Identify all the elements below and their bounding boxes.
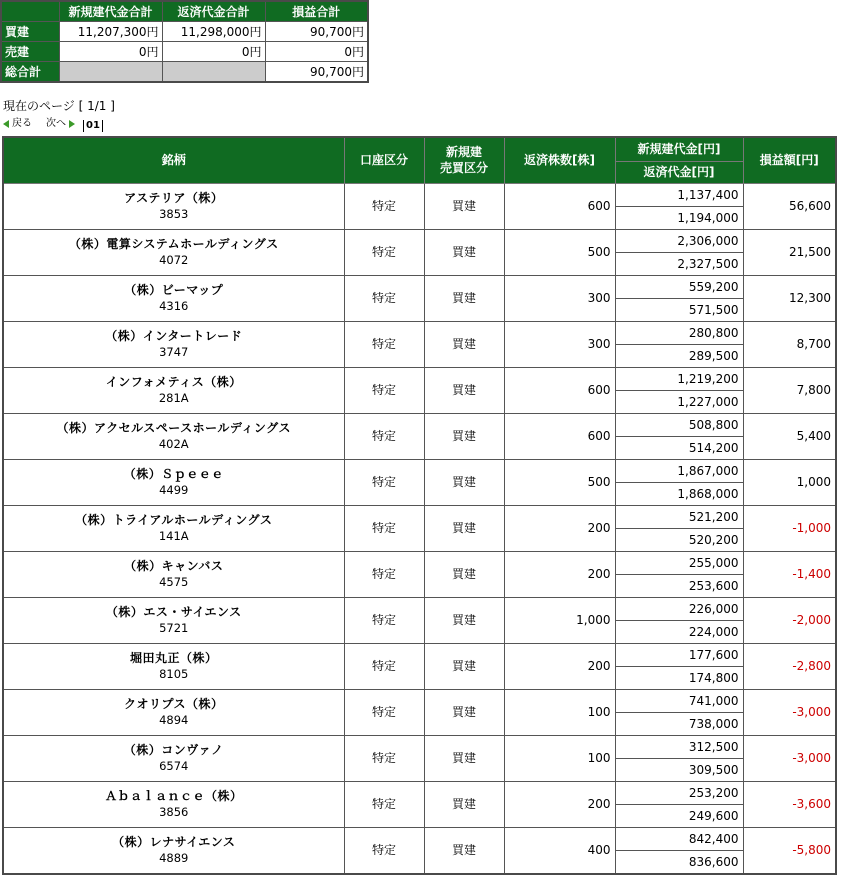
profit-loss: -3,000: [743, 735, 836, 781]
stock-code: 5721: [159, 621, 189, 635]
repay-amount: 224,000: [615, 620, 743, 643]
header-new-amount: 新規建代金[円]: [615, 137, 743, 161]
new-amount: 559,200: [615, 275, 743, 298]
new-amount: 1,137,400: [615, 183, 743, 206]
account-type: 特定: [344, 643, 424, 689]
summary-header-row: [1, 1, 368, 22]
summary-header-new-total: 新規建代金合計: [59, 1, 162, 22]
stock-code: 6574: [159, 759, 189, 773]
account-type: 特定: [344, 275, 424, 321]
trade-side: 買建: [424, 597, 504, 643]
repay-amount: 2,327,500: [615, 252, 743, 275]
account-type: 特定: [344, 551, 424, 597]
prev-page-link[interactable]: [3, 117, 32, 131]
repay-qty: 600: [504, 183, 615, 229]
account-type: 特定: [344, 459, 424, 505]
table-row: [3, 689, 836, 712]
repay-amount: 1,194,000: [615, 206, 743, 229]
account-type: 特定: [344, 183, 424, 229]
repay-amount: 514,200: [615, 436, 743, 459]
stock-name: （株）エス・サイエンス: [105, 605, 242, 619]
stock-code: 4072: [159, 253, 189, 267]
new-amount: 280,800: [615, 321, 743, 344]
repay-qty: 300: [504, 275, 615, 321]
repay-amount: 309,500: [615, 758, 743, 781]
summary-pl-total: 0円: [265, 42, 368, 62]
repay-qty: 600: [504, 367, 615, 413]
table-row: [3, 183, 836, 206]
profit-loss: 56,600: [743, 183, 836, 229]
prev-page-label: 戻る: [12, 118, 32, 129]
pager: [3, 116, 103, 132]
repay-qty: 200: [504, 551, 615, 597]
profit-loss: -3,000: [743, 689, 836, 735]
header-side-line2: 売買区分: [439, 161, 488, 176]
repay-qty: 1,000: [504, 597, 615, 643]
triangle-left-icon: [3, 120, 9, 128]
repay-amount: 738,000: [615, 712, 743, 735]
profit-loss: 8,700: [743, 321, 836, 367]
account-type: 特定: [344, 689, 424, 735]
stock-name-cell[interactable]: [3, 275, 344, 321]
stock-code: 4889: [159, 851, 189, 865]
repay-qty: 600: [504, 413, 615, 459]
repay-amount: 520,200: [615, 528, 743, 551]
repay-qty: 300: [504, 321, 615, 367]
repay-qty: 500: [504, 459, 615, 505]
table-header-row: [3, 137, 836, 161]
trade-side: 買建: [424, 229, 504, 275]
stock-code: 3853: [159, 207, 189, 221]
stock-name: （株）インタートレード: [105, 329, 243, 343]
table-row: [3, 643, 836, 666]
repay-qty: 200: [504, 643, 615, 689]
new-amount: 1,219,200: [615, 367, 743, 390]
new-amount: 226,000: [615, 597, 743, 620]
table-row: [3, 367, 836, 390]
new-amount: 253,200: [615, 781, 743, 804]
profit-loss: -1,400: [743, 551, 836, 597]
repay-amount: 253,600: [615, 574, 743, 597]
stock-code: 4499: [159, 483, 189, 497]
header-qty: 返済株数[株]: [504, 137, 615, 183]
trade-side: 買建: [424, 275, 504, 321]
stock-name-cell[interactable]: [3, 643, 344, 689]
account-type: 特定: [344, 229, 424, 275]
profit-loss: -2,000: [743, 597, 836, 643]
repay-amount: 836,600: [615, 850, 743, 874]
profit-loss: -1,000: [743, 505, 836, 551]
page-number-link[interactable]: 01: [83, 120, 103, 132]
trade-side: 買建: [424, 551, 504, 597]
new-amount: 177,600: [615, 643, 743, 666]
profit-loss: -5,800: [743, 827, 836, 874]
profit-loss: 1,000: [743, 459, 836, 505]
summary-grand-label: 総合計: [1, 62, 59, 83]
profit-loss: -2,800: [743, 643, 836, 689]
trade-side: 買建: [424, 367, 504, 413]
trade-side: 買建: [424, 413, 504, 459]
summary-row-sell: [1, 42, 368, 62]
summary-repay-total: 11,298,000円: [162, 22, 265, 42]
summary-grand-pl: 90,700円: [265, 62, 368, 83]
table-row: [3, 459, 836, 482]
table-row: [3, 413, 836, 436]
stock-name: （株）トライアルホールディングス: [75, 513, 273, 527]
stock-name-cell[interactable]: [3, 827, 344, 874]
repay-qty: 100: [504, 735, 615, 781]
stock-code: 3856: [159, 805, 189, 819]
stock-name: （株）アクセルスペースホールディングス: [56, 421, 292, 435]
stock-name: （株）Ｓｐｅｅｅ: [123, 467, 224, 481]
summary-blank-cell: [59, 62, 162, 83]
account-type: 特定: [344, 735, 424, 781]
table-row: [3, 827, 836, 850]
next-page-label: 次へ: [46, 118, 66, 129]
trade-side: 買建: [424, 505, 504, 551]
table-row: [3, 597, 836, 620]
stock-code: 281A: [158, 391, 189, 405]
header-name: 銘柄: [3, 137, 344, 183]
stock-name: 堀田丸正（株）: [129, 651, 218, 665]
summary-blank-cell: [162, 62, 265, 83]
account-type: 特定: [344, 413, 424, 459]
triangle-right-icon: [69, 120, 75, 128]
stock-name: （株）ビーマップ: [124, 283, 224, 297]
new-amount: 1,867,000: [615, 459, 743, 482]
stock-code: 8105: [159, 667, 189, 681]
profit-loss: 21,500: [743, 229, 836, 275]
stock-code: 402A: [158, 437, 189, 451]
summary-row-label: 売建: [1, 42, 59, 62]
trade-side: 買建: [424, 459, 504, 505]
stock-name: アステリア（株）: [124, 191, 224, 205]
profit-loss: -3,600: [743, 781, 836, 827]
summary-table: [0, 0, 369, 83]
header-repay-amount: 返済代金[円]: [615, 161, 743, 183]
stock-name-cell[interactable]: [3, 689, 344, 735]
next-page-link[interactable]: [46, 117, 75, 131]
account-type: 特定: [344, 505, 424, 551]
account-type: 特定: [344, 781, 424, 827]
table-row: [3, 321, 836, 344]
repay-qty: 200: [504, 781, 615, 827]
stock-name-cell[interactable]: [3, 367, 344, 413]
account-type: 特定: [344, 367, 424, 413]
summary-row-buy: [1, 22, 368, 42]
table-row: [3, 781, 836, 804]
new-amount: 741,000: [615, 689, 743, 712]
trade-side: 買建: [424, 781, 504, 827]
table-row: [3, 275, 836, 298]
stock-name-cell[interactable]: [3, 413, 344, 459]
table-row: [3, 735, 836, 758]
stock-name: （株）電算システムホールディングス: [68, 237, 279, 251]
trade-side: 買建: [424, 689, 504, 735]
summary-new-total: 0円: [59, 42, 162, 62]
stock-name: Ａｂａｌａｎｃｅ（株）: [104, 789, 243, 803]
stock-name: （株）レナサイエンス: [112, 835, 236, 849]
account-type: 特定: [344, 321, 424, 367]
stock-name-cell[interactable]: [3, 459, 344, 505]
page-info: 現在のページ [ 1/1 ]: [3, 99, 115, 113]
stock-code: 4575: [159, 575, 189, 589]
summary-new-total: 11,207,300円: [59, 22, 162, 42]
trade-side: 買建: [424, 827, 504, 874]
new-amount: 255,000: [615, 551, 743, 574]
stock-name: クオリプス（株）: [123, 697, 224, 711]
repay-amount: 289,500: [615, 344, 743, 367]
trade-side: 買建: [424, 321, 504, 367]
header-pl: 損益額[円]: [743, 137, 836, 183]
table-body: [3, 183, 836, 874]
stock-name-cell[interactable]: [3, 321, 344, 367]
table-row: [3, 229, 836, 252]
stock-name-cell[interactable]: [3, 229, 344, 275]
summary-header-repay-total: 返済代金合計: [162, 1, 265, 22]
summary-header-pl-total: 損益合計: [265, 1, 368, 22]
summary-corner: [1, 1, 59, 22]
summary-pl-total: 90,700円: [265, 22, 368, 42]
summary-row-grand: [1, 62, 368, 83]
stock-name: インフォメティス（株）: [105, 375, 242, 389]
repay-qty: 400: [504, 827, 615, 874]
header-side-line1: 新規建: [445, 145, 482, 160]
summary-repay-total: 0円: [162, 42, 265, 62]
stock-code: 141A: [158, 529, 189, 543]
stock-code: 3747: [159, 345, 189, 359]
stock-name-cell[interactable]: [3, 551, 344, 597]
profit-loss: 7,800: [743, 367, 836, 413]
stock-name-cell[interactable]: [3, 735, 344, 781]
new-amount: 508,800: [615, 413, 743, 436]
repay-amount: 1,868,000: [615, 482, 743, 505]
trade-side: 買建: [424, 643, 504, 689]
stock-name-cell[interactable]: [3, 505, 344, 551]
stock-code: 4316: [159, 299, 189, 313]
summary-row-label: 買建: [1, 22, 59, 42]
stock-name-cell[interactable]: [3, 183, 344, 229]
repay-qty: 100: [504, 689, 615, 735]
stock-name: （株）キャンバス: [124, 559, 224, 573]
header-account: 口座区分: [344, 137, 424, 183]
stock-name-cell[interactable]: [3, 781, 344, 827]
stock-name-cell[interactable]: [3, 597, 344, 643]
profit-loss: 12,300: [743, 275, 836, 321]
header-side: [424, 137, 504, 183]
table-row: [3, 505, 836, 528]
repay-amount: 249,600: [615, 804, 743, 827]
profit-loss: 5,400: [743, 413, 836, 459]
trade-side: 買建: [424, 183, 504, 229]
stock-code: 4894: [159, 713, 189, 727]
trade-side: 買建: [424, 735, 504, 781]
new-amount: 521,200: [615, 505, 743, 528]
account-type: 特定: [344, 827, 424, 874]
positions-table: [2, 136, 837, 875]
new-amount: 842,400: [615, 827, 743, 850]
new-amount: 312,500: [615, 735, 743, 758]
repay-amount: 571,500: [615, 298, 743, 321]
repay-qty: 500: [504, 229, 615, 275]
table-row: [3, 551, 836, 574]
repay-amount: 174,800: [615, 666, 743, 689]
repay-amount: 1,227,000: [615, 390, 743, 413]
repay-qty: 200: [504, 505, 615, 551]
stock-name: （株）コンヴァノ: [123, 743, 224, 757]
account-type: 特定: [344, 597, 424, 643]
new-amount: 2,306,000: [615, 229, 743, 252]
